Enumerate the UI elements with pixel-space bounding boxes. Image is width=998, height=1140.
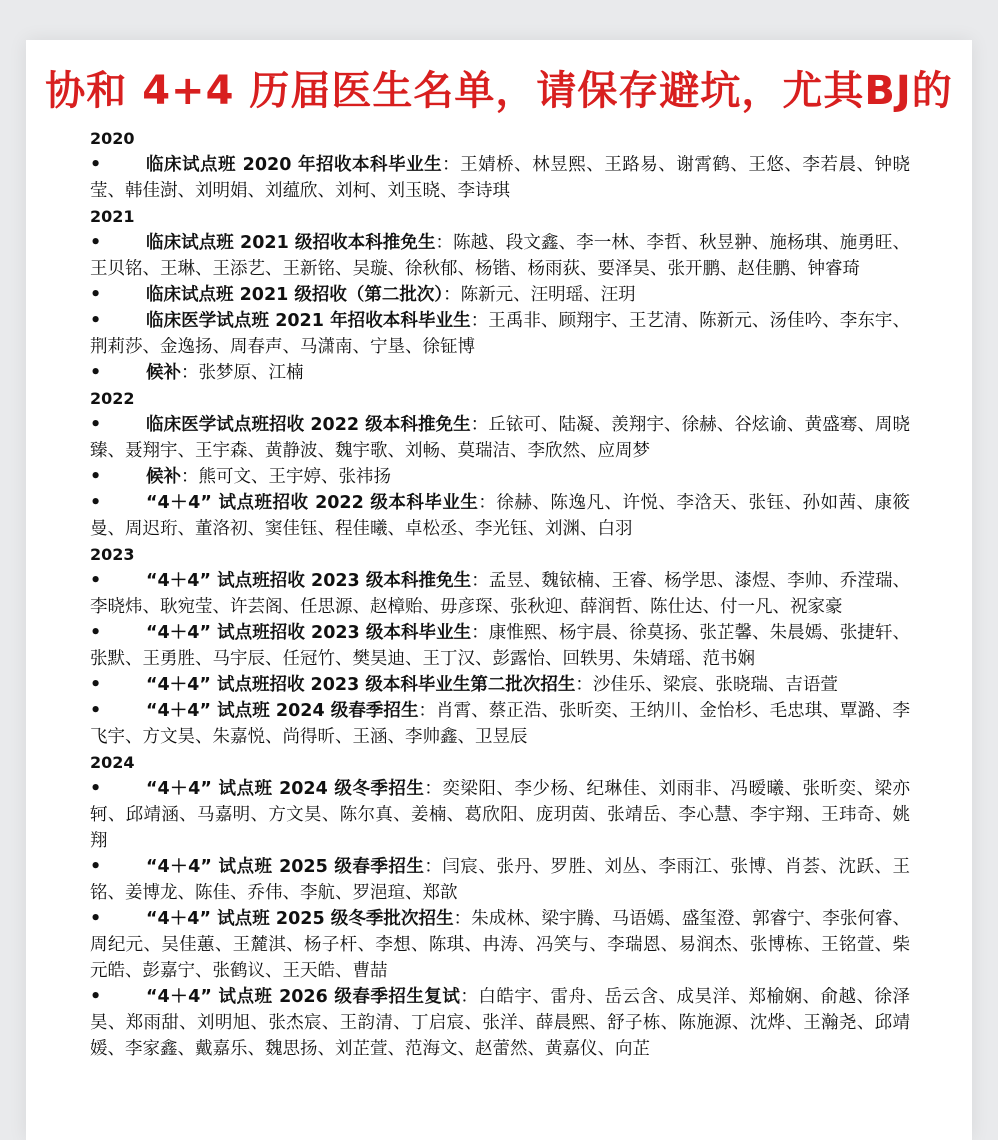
name-list-content: [90, 126, 910, 1062]
entry-names: 陈越、段文鑫、李一林、李哲、秋昱翀、施杨琪、施勇旺、王贝铭、王琳、王添艺、王新铭、吴璇、徐秋郁、杨锴、杨雨荻、要泽昊、张开鹏、赵佳鹏、钟睿琦: [90, 233, 911, 279]
entry-label: “4＋4” 试点班招收 2023 级本科推免生: [146, 571, 472, 591]
entry-colon: ：: [471, 623, 489, 643]
bullet-icon: •: [90, 857, 102, 877]
bullet-icon: •: [90, 493, 102, 513]
bullet-icon: •: [90, 987, 102, 1007]
entry-names: 丘铱可、陆凝、羡翔宇、徐赫、谷炫谕、黄盛骞、周晓臻、聂翔宇、王宇森、黄静波、魏宇歌、刘畅、莫瑞洁、李欣然、应周梦: [90, 415, 911, 461]
entry-names: 白皓宇、雷舟、岳云含、成昊洋、郑榆娴、俞越、徐泽昊、郑雨甜、刘明旭、张杰宸、王韵清、丁启宸、张洋、薛晨熙、舒子栋、陈施源、沈烨、王瀚尧、邱靖媛、李家鑫、戴嘉乐、魏思扬、刘芷萱、范海文、赵蕾然、黄嘉仪、向芷: [90, 987, 911, 1059]
bullet-icon: •: [90, 155, 102, 175]
entry-names: 闫宸、张丹、罗胜、刘丛、李雨江、张博、肖荟、沈跃、王铭、姜博龙、陈佳、乔伟、李航、罗浥瑄、郑歆: [90, 857, 911, 903]
entry-label: “4＋4” 试点班招收 2023 级本科毕业生: [146, 623, 472, 643]
entry-colon: ：: [470, 311, 489, 331]
year-heading: 2024: [90, 753, 135, 772]
entry-names: 徐赫、陈逸凡、许悦、李浛天、张钰、孙如茜、康筱曼、周迟珩、董洛初、窦佳钰、程佳曦、卓松丞、李光钰、刘渊、白羽: [90, 493, 911, 539]
entry-names: 奕梁阳、李少杨、纪琳佳、刘雨非、冯暧曦、张昕奕、梁亦轲、邱靖涵、马嘉明、方文昊、陈尔真、姜楠、葛欣阳、庞玥茵、张靖岳、李心慧、李宇翔、王玮奇、姚翔: [90, 779, 911, 851]
entry-names: 王婧桥、林昱熙、王路易、谢霄鹤、王悠、李若晨、钟晓莹、韩佳澍、刘明娟、刘蕴欣、刘柯、刘玉晓、李诗琪: [90, 155, 911, 201]
list-item: [90, 360, 910, 386]
entry-colon: ：: [470, 415, 489, 435]
entry-label: “4＋4” 试点班招收 2023 级本科毕业生第二批次招生: [146, 675, 576, 695]
entry-label: 临床医学试点班 2021 年招收本科毕业生: [146, 311, 471, 331]
entry-label: “4＋4” 试点班 2024 级冬季招生: [146, 779, 425, 799]
entry-colon: ：: [418, 701, 437, 721]
entry-colon: ：: [471, 571, 489, 591]
list-item: [90, 906, 910, 984]
entry-colon: ：: [181, 467, 199, 487]
bullet-icon: •: [90, 675, 102, 695]
entry-colon: ：: [575, 675, 593, 695]
document-page: [26, 40, 972, 1140]
entry-names: 王禹非、顾翔宇、王艺清、陈新元、汤佳吟、李东宇、荆莉莎、金逸扬、周春声、马潇南、宁垦、徐钲博: [90, 311, 911, 357]
entry-names: 陈新元、汪明瑶、汪玥: [460, 285, 636, 305]
list-item: [90, 698, 910, 750]
year-heading: 2022: [90, 389, 135, 408]
bullet-icon: •: [90, 779, 102, 799]
list-item: [90, 672, 910, 698]
entry-names: 熊可文、王宇婷、张祎扬: [198, 467, 391, 487]
entry-label: “4＋4” 试点班招收 2022 级本科毕业生: [146, 493, 479, 513]
bullet-icon: •: [90, 467, 102, 487]
entry-label: 候补: [146, 467, 181, 487]
entry-names: 朱成林、梁宇腾、马语嫣、盛玺澄、郭睿宁、李张何睿、周纪元、吴佳蕙、王麓淇、杨子杆、李想、陈琪、冉涛、冯笑与、李瑞恩、易润杰、张博栋、王铭萱、柴元皓、彭嘉宁、张鹤议、王天皓、曹喆: [90, 909, 911, 981]
list-item: [90, 282, 910, 308]
bullet-icon: •: [90, 363, 102, 383]
list-item: [90, 464, 910, 490]
entry-names: 孟昱、魏铱楠、王睿、杨学思、漆煜、李帅、乔滢瑞、李晓炜、耿宛莹、许芸阁、任思源、赵樟贻、毋彦琛、张秋迎、薛润哲、陈仕达、付一凡、祝家豪: [90, 571, 911, 617]
entry-names: 沙佳乐、梁宸、张晓瑞、吉语萱: [592, 675, 838, 695]
list-item: [90, 412, 910, 464]
entry-colon: ：: [443, 285, 461, 305]
entry-colon: ：: [181, 363, 199, 383]
list-item: [90, 568, 910, 620]
list-item: [90, 490, 910, 542]
bullet-icon: •: [90, 415, 102, 435]
entry-label: “4＋4” 试点班 2026 级春季招生复试: [146, 987, 461, 1007]
entry-names: 张梦原、江楠: [198, 363, 304, 383]
entry-colon: ：: [442, 155, 461, 175]
page-title: 协和 4+4 历届医生名单，请保存避坑，尤其BJ的: [45, 68, 953, 114]
bullet-icon: •: [90, 571, 102, 591]
bullet-icon: •: [90, 233, 102, 253]
entry-colon: ：: [478, 493, 497, 513]
bullet-icon: •: [90, 285, 102, 305]
year-heading: 2020: [90, 129, 135, 148]
entry-label: 临床试点班 2021 级招收本科推免生: [146, 233, 436, 253]
bullet-icon: •: [90, 701, 102, 721]
list-item: [90, 984, 910, 1062]
bullet-icon: •: [90, 311, 102, 331]
entry-names: 康惟熙、杨宇晨、徐莫扬、张芷馨、朱晨嫣、张捷轩、张默、王勇胜、马宇辰、任冠竹、樊昊迪、王丁汉、彭露怡、回轶男、朱婧瑶、范书娴: [90, 623, 911, 669]
list-item: [90, 230, 910, 282]
list-item: [90, 854, 910, 906]
year-heading: 2023: [90, 545, 135, 564]
list-item: [90, 152, 910, 204]
entry-label: 临床试点班 2021 级招收（第二批次）: [146, 285, 444, 305]
entry-label: 临床医学试点班招收 2022 级本科推免生: [146, 415, 471, 435]
list-item: [90, 308, 910, 360]
entry-names: 肖霄、蔡正浩、张昕奕、王纳川、金怡杉、毛忠琪、覃潞、李飞宇、方文昊、朱嘉悦、尚得昕、王涵、李帅鑫、卫昱辰: [90, 701, 911, 747]
year-heading: 2021: [90, 207, 135, 226]
bullet-icon: •: [90, 909, 102, 929]
entry-colon: ：: [453, 909, 472, 929]
bullet-icon: •: [90, 623, 102, 643]
entry-label: 候补: [146, 363, 181, 383]
list-item: [90, 620, 910, 672]
entry-colon: ：: [435, 233, 454, 253]
entry-colon: ：: [424, 857, 443, 877]
entry-label: 临床试点班 2020 年招收本科毕业生: [146, 155, 443, 175]
list-item: [90, 776, 910, 854]
entry-colon: ：: [460, 987, 479, 1007]
entry-colon: ：: [424, 779, 443, 799]
entry-label: “4＋4” 试点班 2025 级冬季批次招生: [146, 909, 454, 929]
entry-label: “4＋4” 试点班 2025 级春季招生: [146, 857, 425, 877]
entry-label: “4＋4” 试点班 2024 级春季招生: [146, 701, 419, 721]
